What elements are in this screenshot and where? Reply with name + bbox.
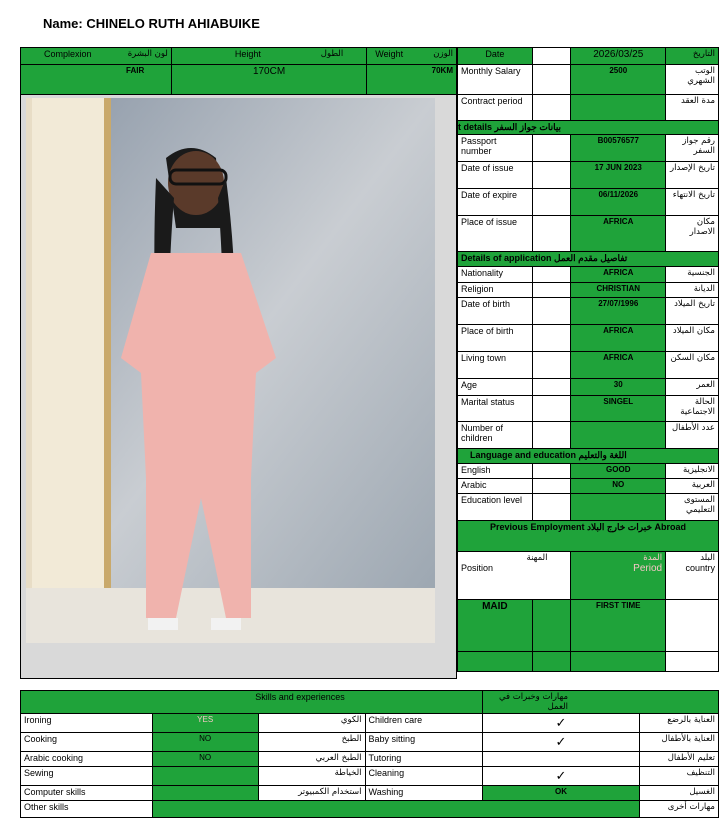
passport-number-value: B00576577 (571, 135, 666, 162)
living-town-value: AFRICA (571, 352, 666, 379)
employment-position-1: MAID (458, 600, 533, 652)
language-header: Language and education اللغة والتعليم (458, 449, 719, 464)
weight-header: Weight الوزن (367, 48, 457, 65)
age-value: 30 (571, 379, 666, 396)
arabic-value: NO (571, 479, 666, 494)
candidate-photo (26, 98, 435, 643)
issue-date-label: Date of issue (458, 162, 533, 189)
application-header: Details of application تفاصيل مقدم العمل (458, 252, 719, 267)
salary-value: 2500 (571, 65, 666, 95)
weight-value: 70KM (367, 65, 457, 95)
passport-number-label: Passport number (458, 135, 533, 162)
date-value: 2026/03/25 (571, 48, 666, 65)
date-ar: التاريخ (666, 48, 719, 65)
skill-ironing-value: YES (152, 714, 258, 733)
contract-label: Contract period (458, 95, 533, 121)
skills-header-ar: مهارات وخبرات في العمل (483, 691, 719, 714)
details-table: Date 2026/03/25 التاريخ Monthly Salary 2500 الوتب الشهري Contract period مدة العقد t details بيانات جواز السفر Passport number B00576577 رقم جواز السفر Date of issue 17 JUN 2023 تاريخ الإصدار Date of expire 06/11/2026 تاريخ الانتهاء Place of issue AFRICA مكان الاصدار Details of application تفاصيل مقدم العمل Nationality AFRICA الجنسية Religion CHRISTIAN الديانة Date of birth 27/07/1996 تاريخ الميلاد Place of birth AFRICA مكان الميلاد Living town AFRICA مكان السكن Age 30 العمر Marital status SINGEL الحالة الاجتماعية Number of children عدد الأطفال Language and education اللغة والتعليم English GOOD الانجليزية Arabic NO العربية Education level المستوى التعليمي Previous Employment خبرات خارج البلاد Abroad المهنة Position المدة Period البلد country MAID FIRST TIME (457, 47, 719, 672)
place-issue-label: Place of issue (458, 216, 533, 252)
skills-header-en: Skills and experiences (21, 691, 483, 714)
religion-value: CHRISTIAN (571, 283, 666, 298)
position-header: المهنة Position (458, 552, 571, 600)
nationality-value: AFRICA (571, 267, 666, 283)
skill-cooking-value: NO (152, 733, 258, 752)
height-value: 170CM (171, 65, 366, 95)
employment-period-1: FIRST TIME (571, 600, 666, 652)
candidate-name: Name: CHINELO RUTH AHIABUIKE (43, 16, 260, 31)
employment-header: Previous Employment خبرات خارج البلاد Abroad (458, 521, 719, 552)
complexion-header: Complexion لون البشرة (21, 48, 172, 65)
attributes-table (20, 47, 457, 95)
skill-washing-value: OK (483, 786, 640, 801)
height-header: Height الطول (171, 48, 366, 65)
children-value (571, 422, 666, 449)
marital-value: SINGEL (571, 396, 666, 422)
salary-ar: الوتب الشهري (666, 65, 719, 95)
english-value: GOOD (571, 464, 666, 479)
period-header: المدة Period (571, 552, 666, 600)
pob-value: AFRICA (571, 325, 666, 352)
contract-value (571, 95, 666, 121)
country-header: البلد country (666, 552, 719, 600)
place-issue-value: AFRICA (571, 216, 666, 252)
skill-cleaning-check: ✓ (483, 767, 640, 786)
skill-babysitting-check: ✓ (483, 714, 640, 733)
skills-table: Skills and experiences مهارات وخبرات في العمل Ironing YES الكوي Children care ✓ العناية بالرضع Cooking NO الطبخ Baby sitting ✓ العناية بالأطفال Arabic cooking NO الطبخ العربي Tutoring تعليم الأطفال Sewing الخياطة Cleaning ✓ التنظيف Computer skills استخدام الكمبيوتر Washing OK الغسيل Other skills مهارات أخرى (20, 690, 719, 818)
salary-label: Monthly Salary (458, 65, 533, 95)
expiry-date-label: Date of expire (458, 189, 533, 216)
dob-value: 27/07/1996 (571, 298, 666, 325)
education-value (571, 494, 666, 521)
photo-panel (20, 94, 457, 679)
complexion-value: FAIR (21, 65, 172, 95)
expiry-date-value: 06/11/2026 (571, 189, 666, 216)
issue-date-value: 17 JUN 2023 (571, 162, 666, 189)
date-header: Date (458, 48, 533, 65)
skill-children-care-check: ✓ (483, 733, 640, 752)
passport-header: t details بيانات جواز السفر (458, 121, 719, 135)
skill-arabic-cooking-value: NO (152, 752, 258, 767)
contract-ar: مدة العقد (666, 95, 719, 121)
